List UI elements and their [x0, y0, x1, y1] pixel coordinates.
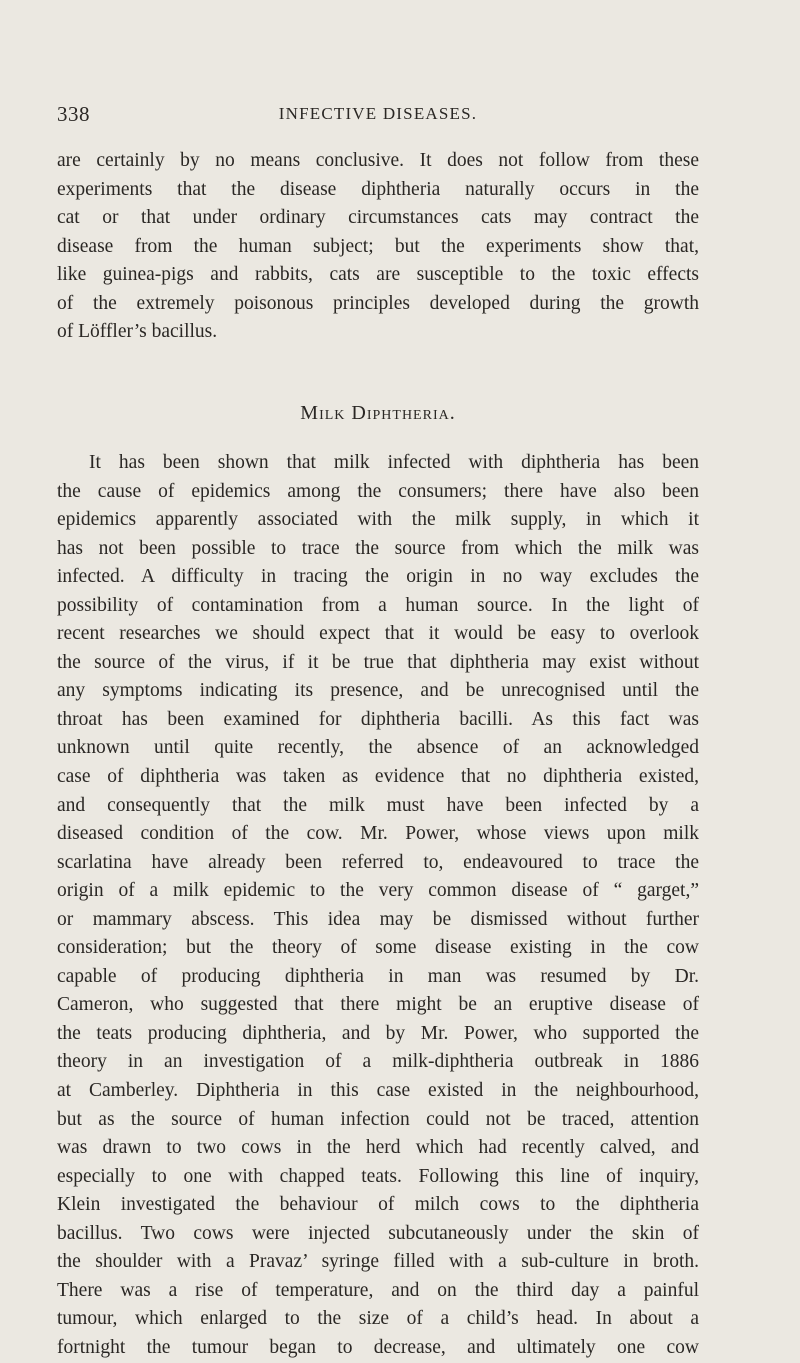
text-line: unknown until quite recently, the absence of an acknowledged: [57, 737, 699, 759]
text-line: fortnight the tumour began to decrease, and ultimately one cow: [57, 1336, 699, 1358]
text-line: throat has been examined for diphtheria bacilli. As this fact was: [57, 708, 699, 730]
running-head: [57, 102, 699, 134]
text-line: Cameron, who suggested that there might be an eruptive disease of: [57, 994, 699, 1016]
text-line: the teats producing diphtheria, and by Mr. Power, who supported the: [57, 1022, 699, 1044]
text-line: but as the source of human infection could not be traced, attention: [57, 1108, 699, 1130]
text-line: was drawn to two cows in the herd which had recently calved, and: [57, 1137, 699, 1159]
text-line: infected. A difficulty in tracing the origin in no way excludes the: [57, 566, 699, 588]
text-line: origin of a milk epidemic to the very common disease of “ garget,”: [57, 880, 699, 902]
running-title: INFECTIVE DISEASES.: [278, 104, 478, 123]
text-line: It has been shown that milk infected with diphtheria has been: [89, 452, 699, 473]
page-number: 338: [57, 102, 90, 126]
text-line: the source of the virus, if it be true that diphtheria may exist without: [57, 651, 699, 673]
text-line: scarlatina have already been referred to, endeavoured to trace the: [57, 851, 699, 873]
paragraph-continuation: [57, 147, 699, 347]
text-line: case of diphtheria was taken as evidence that no diphtheria existed,: [57, 766, 699, 788]
text-line: are certainly by no means conclusive. It does not follow from these: [57, 150, 699, 171]
text-line: and consequently that the milk must have been infected by a: [57, 794, 699, 816]
text-line: theory in an investigation of a milk-diphtheria outbreak in 1886: [57, 1051, 699, 1073]
section-heading: Milk Diphtheria.: [300, 402, 456, 424]
text-line: There was a rise of temperature, and on the third day a painful: [57, 1279, 699, 1301]
text-line: recent researches we should expect that it would be easy to overlook: [57, 623, 699, 645]
text-line: any symptoms indicating its presence, and be unrecognised until the: [57, 680, 699, 702]
text-line: especially to one with chapped teats. Following this line of inquiry,: [57, 1165, 699, 1187]
text-line: epidemics apparently associated with the milk supply, in which it: [57, 509, 699, 531]
text-line: diseased condition of the cow. Mr. Power, whose views upon milk: [57, 823, 699, 845]
text-line: at Camberley. Diphtheria in this case existed in the neighbourhood,: [57, 1080, 699, 1102]
text-line: of the extremely poisonous principles developed during the growth: [57, 292, 699, 314]
text-line: experiments that the disease diphtheria naturally occurs in the: [57, 178, 699, 200]
text-line: cat or that under ordinary circumstances cats may contract the: [57, 207, 699, 229]
text-line: like guinea-pigs and rabbits, cats are susceptible to the toxic effects: [57, 264, 699, 286]
text-line: the cause of epidemics among the consumers; there have also been: [57, 480, 699, 502]
text-line: the shoulder with a Pravaz’ syringe filled with a sub-culture in broth.: [57, 1251, 699, 1273]
text-line: disease from the human subject; but the experiments show that,: [57, 235, 699, 257]
text-line: Klein investigated the behaviour of milch cows to the diphtheria: [57, 1194, 699, 1216]
text-line: tumour, which enlarged to the size of a child’s head. In about a: [57, 1308, 699, 1330]
text-line: bacillus. Two cows were injected subcutaneously under the skin of: [57, 1222, 699, 1244]
text-line: of Löffler’s bacillus.: [57, 321, 218, 343]
text-line: consideration; but the theory of some disease existing in the cow: [57, 937, 699, 959]
text-line: or mammary abscess. This idea may be dismissed without further: [57, 908, 699, 930]
text-line: capable of producing diphtheria in man was resumed by Dr.: [57, 965, 699, 987]
text-line: has not been possible to trace the source from which the milk was: [57, 537, 699, 559]
text-line: possibility of contamination from a human source. In the light of: [57, 594, 699, 616]
paragraph-milk-diphtheria: [57, 449, 699, 1363]
